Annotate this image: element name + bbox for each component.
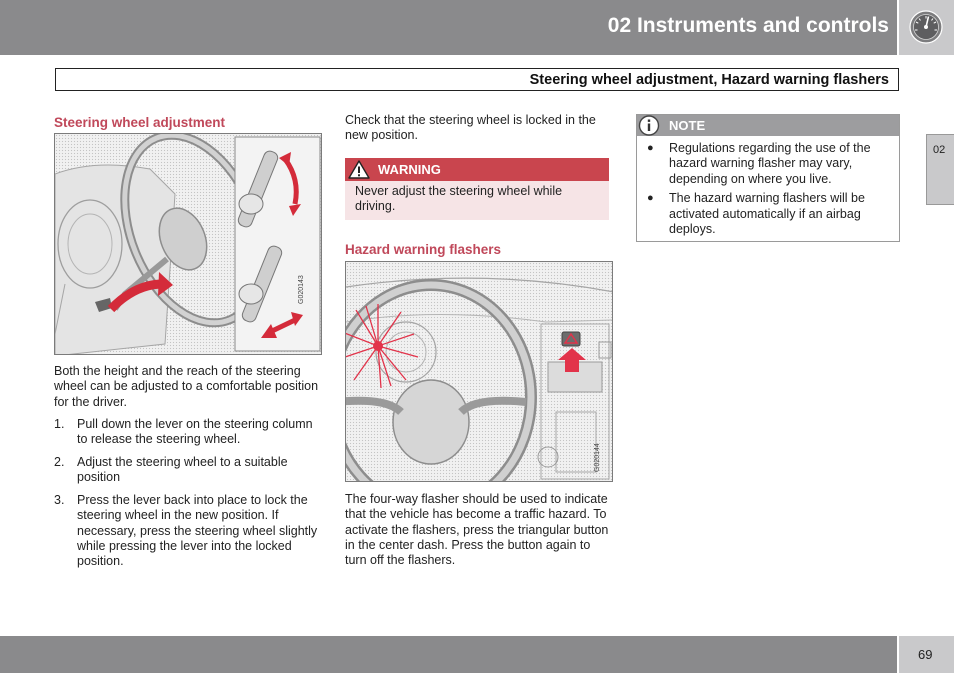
warning-header [345, 158, 609, 181]
note-text: The hazard warning flashers will be activated automatically if an airbag deploys. [669, 191, 865, 236]
warning-text: Never adjust the steering wheel while driving. [355, 184, 563, 214]
check-lock-text: Check that the steering wheel is locked in the new position. [345, 113, 596, 143]
header-icon-box [899, 0, 954, 55]
steering-intro-text: Both the height and the reach of the steering wheel can be adjusted to a comfortable position for the driver. [54, 364, 319, 409]
section-title: Steering wheel adjustment, Hazard warning flashers [529, 72, 889, 88]
step-number: 2. [54, 455, 65, 470]
note-text: Regulations regarding the use of the hazard warning flasher may vary, depending on where you live. [669, 141, 871, 186]
bullet-icon: ● [647, 192, 654, 205]
step-text: Adjust the steering wheel to a suitable position [77, 455, 288, 485]
list-item [647, 141, 893, 187]
chapter-title: 02 Instruments and controls [607, 14, 889, 37]
list-item [54, 455, 322, 486]
footer-bar [0, 636, 897, 673]
steering-steps-list [54, 417, 322, 577]
speedometer-icon [908, 10, 944, 44]
step-text: Pull down the lever on the steering column to release the steering wheel. [77, 417, 313, 447]
list-item [54, 493, 322, 569]
note-list [647, 141, 893, 242]
bullet-icon: ● [647, 142, 654, 154]
hazard-flashers-heading: Hazard warning flashers [345, 242, 502, 257]
steering-adjustment-illustration [55, 134, 322, 355]
warning-triangle-icon [348, 160, 370, 179]
steering-adjustment-heading: Steering wheel adjustment [54, 115, 226, 130]
figure-code: G020144 [594, 443, 601, 472]
steering-adjustment-figure [54, 133, 322, 355]
info-icon [638, 115, 660, 136]
step-number: 1. [54, 417, 65, 431]
hazard-body-text: The four-way flasher should be used to indicate that the vehicle has become a traffic hazard. To activate the flashers, press the triangular button in the center dash. Press the button again to turn off the flashers. [345, 492, 609, 568]
hazard-flashers-figure [345, 261, 613, 482]
page-number: 69 [918, 647, 933, 662]
side-tab-label: 02 [933, 144, 946, 156]
step-number: 3. [54, 493, 65, 508]
page-number-box [899, 636, 954, 673]
warning-box [345, 158, 609, 220]
note-box [636, 114, 900, 242]
list-item [54, 417, 322, 448]
note-header [637, 115, 899, 136]
step-text: Press the lever back into place to lock the steering wheel in the new position. If necessary, press the steering wheel slightly while pressing the lever into the locked position. [77, 493, 318, 569]
figure-code: G020143 [298, 275, 305, 304]
note-title: NOTE [669, 118, 706, 133]
header-bar [0, 0, 897, 55]
hazard-dashboard-illustration [346, 262, 613, 482]
warning-title: WARNING [378, 162, 441, 177]
list-item [647, 191, 893, 237]
section-title-box [55, 68, 899, 91]
chapter-side-tab[interactable] [926, 134, 954, 205]
